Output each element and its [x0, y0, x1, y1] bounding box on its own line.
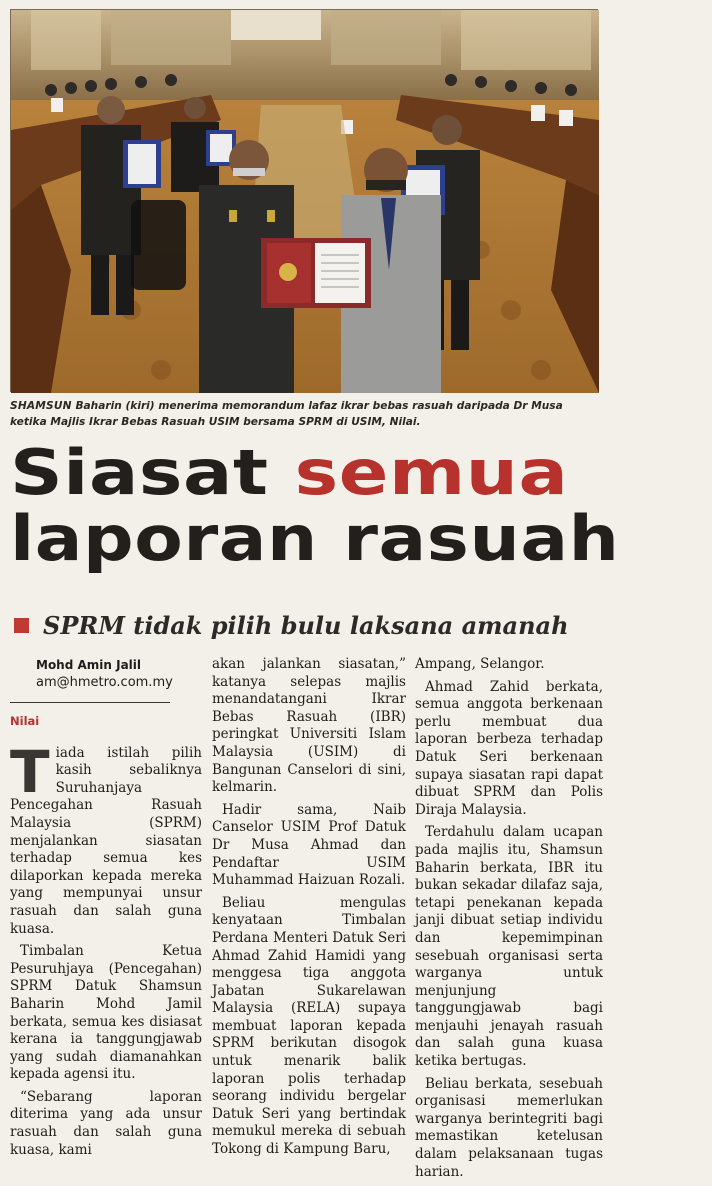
red-square-bullet-icon: [14, 618, 29, 633]
subheadline-text: SPRM tidak pilih bulu laksana amanah: [43, 611, 569, 640]
lead-paragraph: [10, 737, 202, 939]
news-photo: [10, 9, 598, 392]
paragraph: “Sebarang laporan diterima yang ada unsur rasuah dan salah guna kuasa, kami: [10, 1088, 202, 1158]
headline-word-siasat: Siasat: [10, 436, 295, 509]
paragraph: Ahmad Zahid berkata, semua anggota berkenaan perlu membuat dua laporan berbeza terhadap Datuk Seri berkenaan supaya siasatan rapi dapat dibuat SPRM dan Polis Diraja Malaysia.: [415, 678, 603, 818]
caption-text: Baharin (kiri) menerima memorandum lafaz ikrar bebas rasuah daripada Dr Musa ketika Majlis Ikrar Bebas Rasuah USIM bersama SPRM di USIM, Nilai.: [10, 400, 563, 428]
paragraph: Beliau berkata, sesebuah organisasi memerlukan warganya berintegriti bagi memastikan ketelusan dalam pelaksanaan tugas harian.: [415, 1075, 603, 1180]
paragraph: akan jalankan siasatan,” katanya selepas majlis menandatangani Ikrar Bebas Rasuah (IBR) peringkat Universiti Islam Malaysia (USIM) di Bangunan Canselori di sini, kelmarin.: [212, 656, 406, 796]
headline-accent-word: semua: [294, 436, 569, 509]
paragraph: Ampang, Selangor.: [415, 656, 545, 672]
headline-line-2: laporan rasuah: [10, 502, 620, 575]
byline-name: Mohd Amin Jalil: [36, 658, 142, 672]
byline-divider: [10, 702, 170, 703]
headline-line-1: [10, 436, 712, 509]
paragraph: Timbalan Ketua Pesuruhjaya (Pencegahan) SPRM Datuk Shamsun Baharin Mohd Jamil berkata, semua kes disiasat kerana ia tanggungjawab yang sudah diamanahkan kepada agensi itu.: [10, 943, 202, 1083]
article-column-2: [212, 656, 406, 1164]
dateline: Nilai: [10, 714, 40, 728]
headline: [10, 436, 620, 575]
article-column-1: [10, 656, 202, 1164]
photo-caption: [10, 398, 600, 430]
article-column-3: [415, 656, 603, 1186]
subheadline: [14, 611, 604, 640]
paragraph: Terdahulu dalam ucapan pada majlis itu, Shamsun Baharin berkata, IBR itu bukan sekadar dilafaz saja, tetapi penekanan kepada janji dibuat setiap individu dan kepemimpinan sesebuah organisasi serta warganya untuk menjunjung tanggungjawab bagi menjauhi jenayah rasuah dan salah guna kuasa ketika bertugas.: [415, 824, 603, 1070]
paragraph: Beliau mengulas kenyataan Timbalan Perdana Menteri Datuk Seri Ahmad Zahid Hamidi yang menggesa tiga anggota Jabatan Sukarelawan Malaysia (RELA) supaya membuat laporan kepada SPRM berikutan disogok untuk menarik balik laporan polis terhadap seorang individu bergelar Datuk Seri yang bertindak memukul mereka di sebuah Tokong di Kampung Baru,: [212, 894, 406, 1158]
paragraph: iada istilah pilih kasih sebaliknya Suruhanjaya Pencegahan Rasuah Malaysia (SPRM) menjalankan siasatan terhadap semua kes dilaporkan kepada mereka yang mempunyai unsur rasuah dan salah guna kuasa.: [10, 744, 202, 937]
paragraph: Hadir sama, Naib Canselor USIM Prof Datuk Dr Musa Ahmad dan Pendaftar USIM Muhammad Haizuan Rozali.: [212, 801, 406, 889]
caption-name: SHAMSUN: [10, 400, 72, 412]
drop-cap: T: [10, 737, 50, 806]
byline-email[interactable]: am@hmetro.com.my: [36, 675, 173, 690]
